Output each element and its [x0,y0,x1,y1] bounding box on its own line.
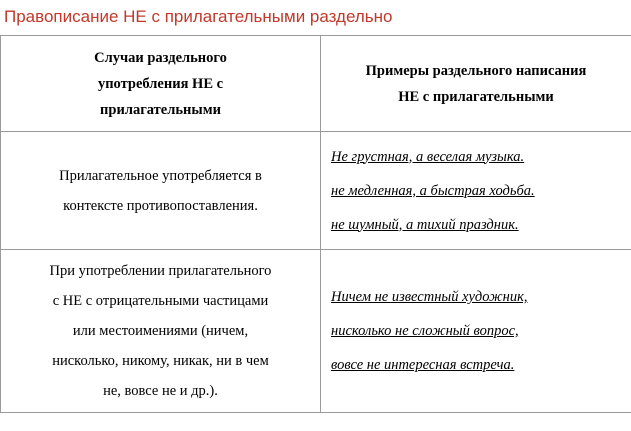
table-row [1,132,631,250]
column-header-examples [321,36,631,132]
column-header-cases-line-3: прилагательными [100,101,221,118]
example-cell-2 [321,250,631,413]
column-header-examples-line-1: Примеры раздельного написания [365,62,587,79]
example-2-2: нисколько не сложный вопрос, [331,323,519,339]
example-1-1: Не грустная, а веселая музыка. [331,148,525,165]
case-cell-2-line-3: или местоимениями (ничем, [72,323,249,339]
example-1-3: не шумный, а тихий праздник. [331,216,519,233]
column-header-cases [1,36,321,132]
case-cell-2 [1,250,321,413]
case-cell-2-line-1: При употреблении прилагательного [49,263,272,279]
example-1-2: не медленная, а быстрая ходьба. [331,182,535,199]
example-2-3: вовсе не интересная встреча. [331,357,515,373]
column-header-cases-line-2: употребления НЕ с [97,75,224,92]
page-title: Правописание НЕ с прилагательными раздельно [4,7,393,26]
column-header-examples-line-2: НЕ с прилагательными [398,88,554,105]
case-cell-2-line-2: с НЕ с отрицательными частицами [52,293,269,309]
example-2-1: Ничем не известный художник, [331,289,528,305]
example-cell-1 [321,132,631,250]
case-cell-2-line-5: не, вовсе не и др.). [103,383,218,399]
case-cell-2-line-4: нисколько, никому, никак, ни в чем [52,353,269,369]
table-header-row [1,36,631,132]
case-cell-1-line-1: Прилагательное употребляется в [59,167,262,184]
case-cell-1 [1,132,321,250]
table-row [1,250,631,413]
case-cell-1-line-2: контексте противопоставления. [63,197,258,214]
column-header-cases-line-1: Случаи раздельного [94,49,227,66]
grammar-table [0,35,631,413]
